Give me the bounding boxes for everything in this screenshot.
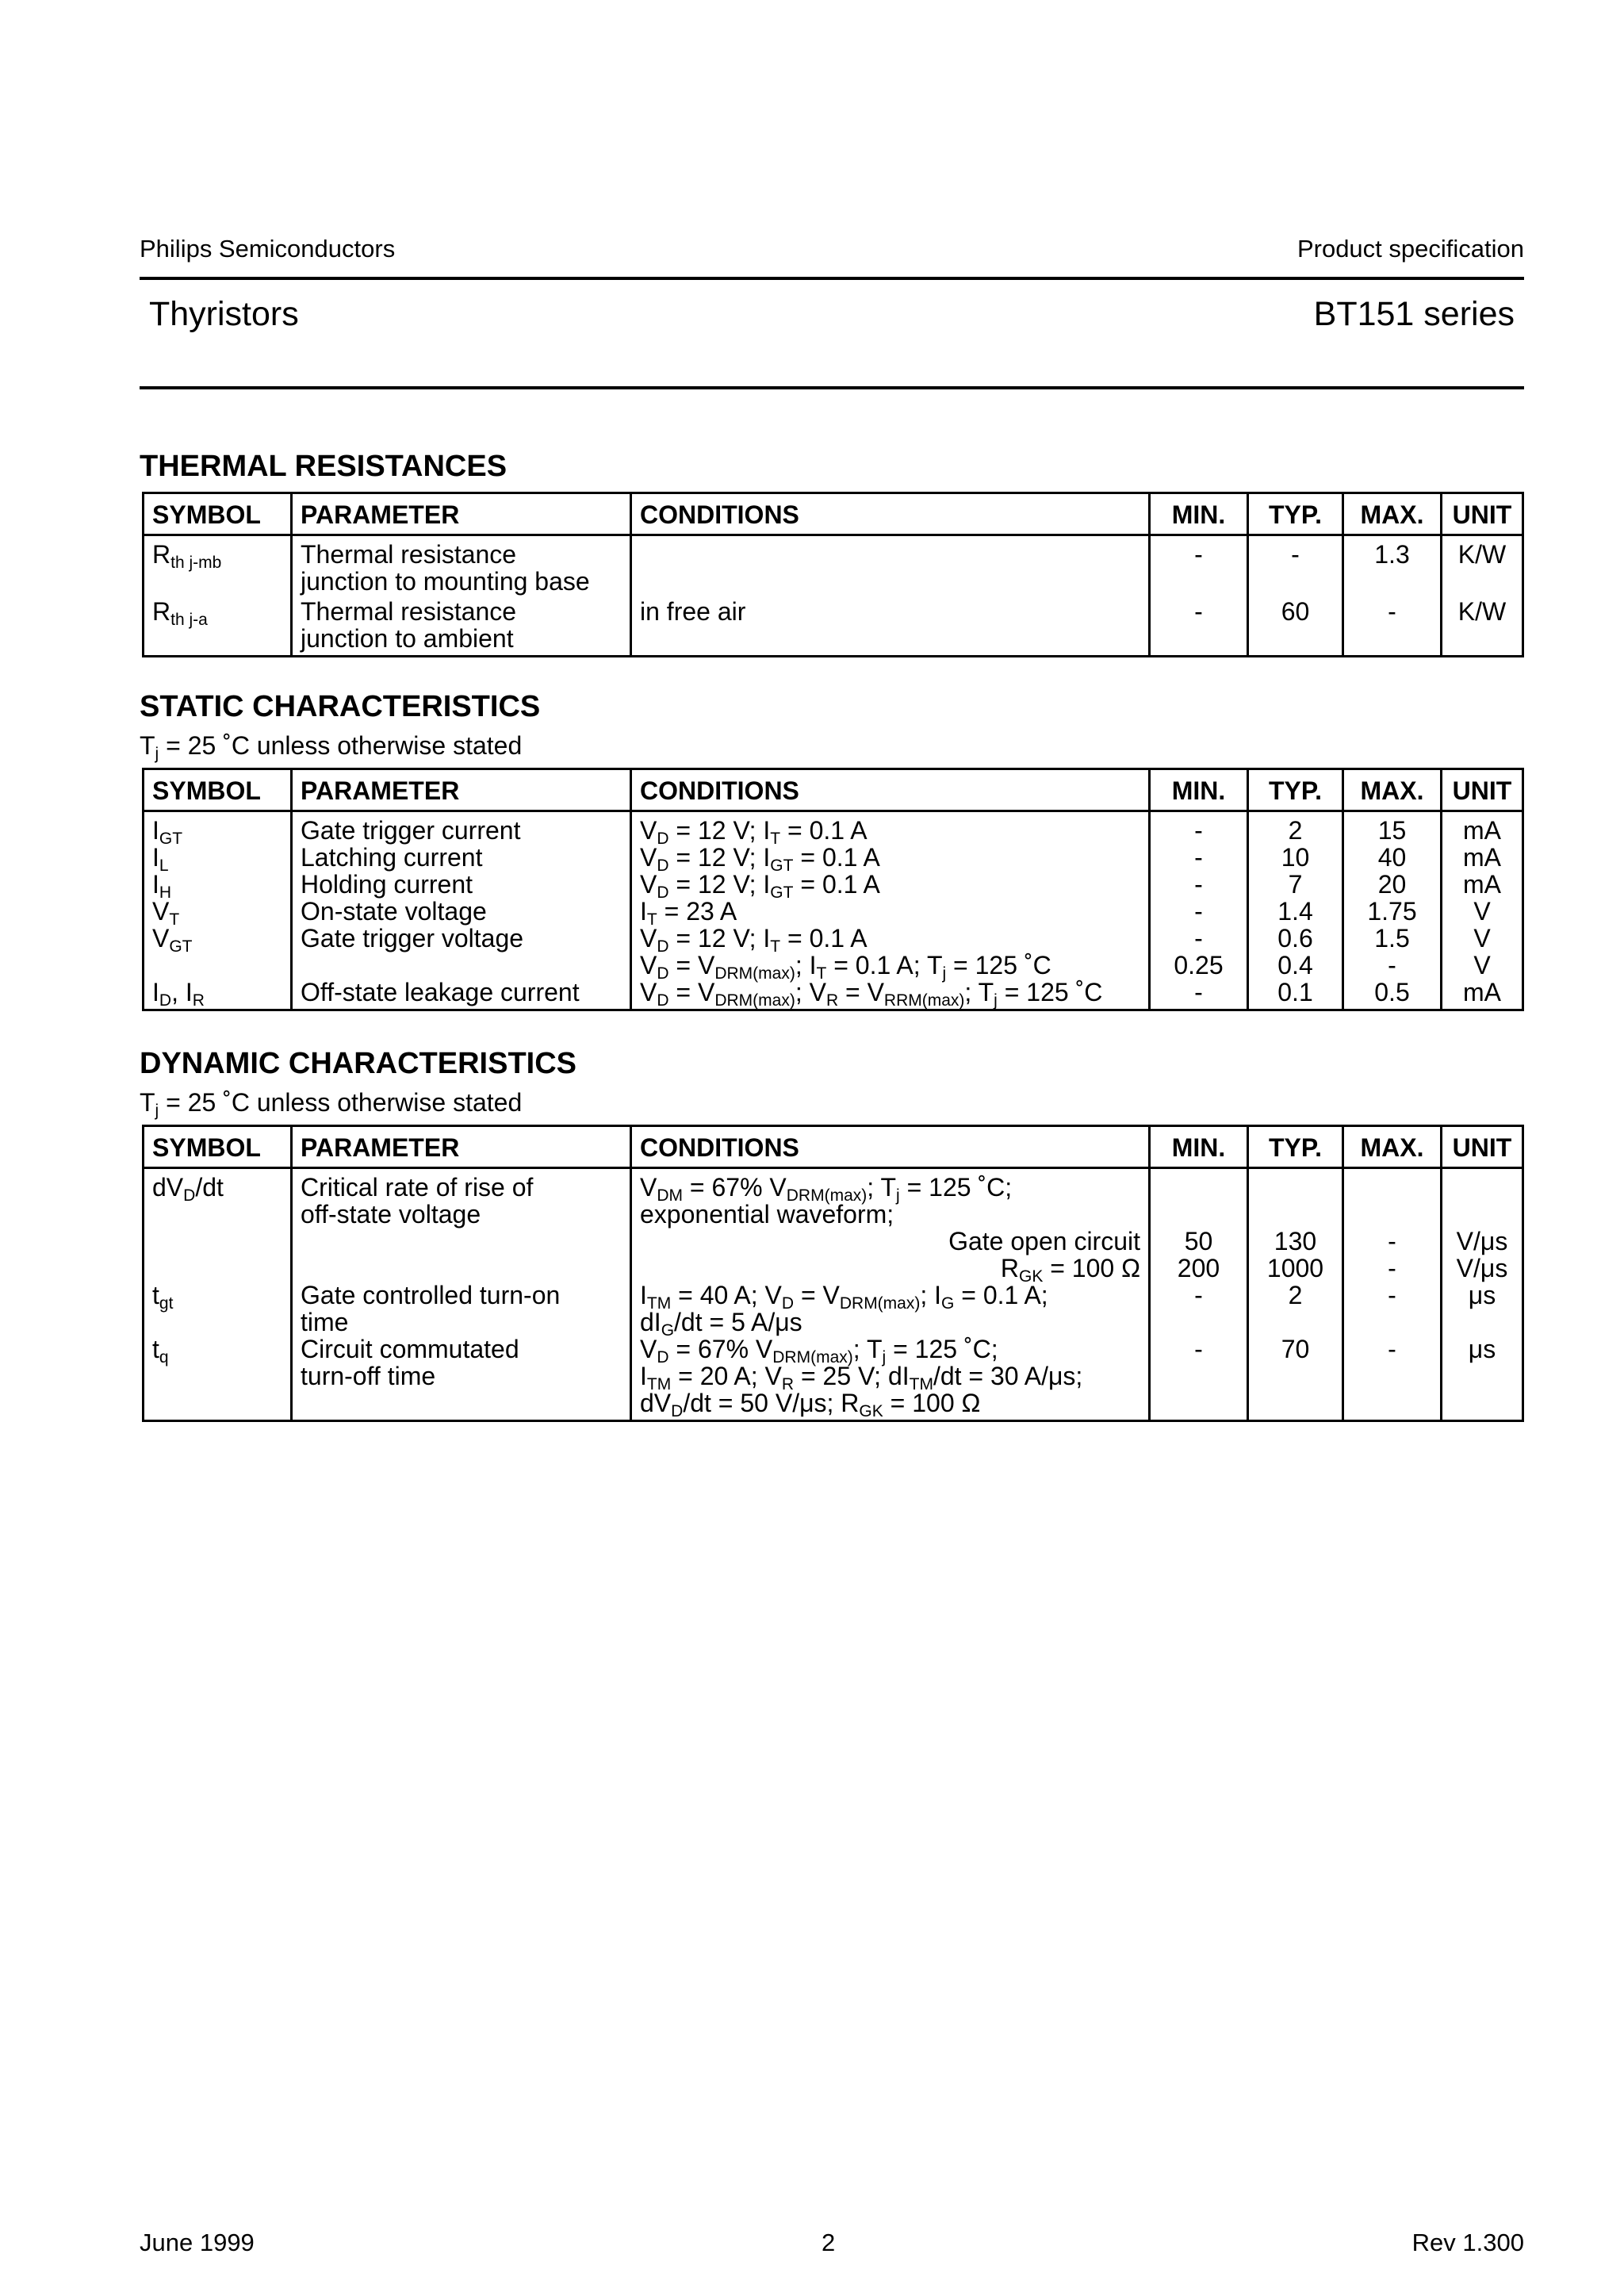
product-family: Thyristors	[149, 295, 299, 333]
col-typ: TYP.	[1248, 1126, 1343, 1168]
max-cell: -	[1343, 598, 1442, 657]
dynamic-section-title: DYNAMIC CHARACTERISTICS	[140, 1047, 576, 1080]
symbol-cell: $R_{th j-a}$	[144, 598, 292, 657]
col-unit: UNIT	[1442, 769, 1523, 811]
col-parameter: PARAMETER	[292, 493, 631, 535]
typ-cell: 130 1000 2 70	[1248, 1168, 1343, 1421]
unit-cell: mA mA mA V V V mA	[1442, 811, 1523, 1010]
min-cell: 50 200 - -	[1150, 1168, 1248, 1421]
table-header-row	[144, 493, 1523, 535]
table-header-row	[144, 769, 1523, 811]
col-unit: UNIT	[1442, 493, 1523, 535]
header-rule-bottom	[140, 386, 1524, 389]
product-series: BT151 series	[1313, 295, 1515, 333]
table-row	[144, 535, 1523, 599]
col-conditions: CONDITIONS	[631, 493, 1150, 535]
col-conditions: CONDITIONS	[631, 1126, 1150, 1168]
conditions-cell	[631, 535, 1150, 599]
parameter-cell: Critical rate of rise of off-state voltage Gate controlled turn-on time Circuit commutated turn-off time	[292, 1168, 631, 1421]
col-parameter: PARAMETER	[292, 1126, 631, 1168]
static-section-subtitle: $T_j = 25$ ˚C unless otherwise stated	[140, 731, 523, 763]
col-max: MAX.	[1343, 769, 1442, 811]
min-cell: -	[1150, 535, 1248, 599]
col-symbol: SYMBOL	[144, 493, 292, 535]
dynamic-table	[142, 1125, 1524, 1422]
max-cell: 15 40 20 1.75 1.5 - 0.5	[1343, 811, 1442, 1010]
typ-cell: -	[1248, 535, 1343, 599]
symbol-cell: $R_{th j-mb}$	[144, 535, 292, 599]
col-typ: TYP.	[1248, 493, 1343, 535]
parameter-cell: Thermal resistance junction to mounting base	[292, 535, 631, 599]
table-row	[144, 811, 1523, 1010]
symbol-cell: $I_{GT}$ $I_L$ $I_H$ $V_T$ $V_{GT}$ $I_D$, $I_R$	[144, 811, 292, 1010]
conditions-cell: in free air	[631, 598, 1150, 657]
conditions-cell: $V_D = 12$ V; $I_T = 0.1$ A $V_D = 12$ V; $I_{GT} = 0.1$ A $V_D = 12$ V; $I_{GT} = 0.1$ A $I_T = 23$ A $V_D = 12$ V; $I_T = 0.1$ A $V_D = V_{DRM(max)}$; $I_T = 0.1$ A; $T_j = 125$ ˚C $V_D = V_{DRM(max)}$; $V_R = V_{RRM(max)}$; $T_j = 125$ ˚C	[631, 811, 1150, 1010]
min-cell: -	[1150, 598, 1248, 657]
col-min: MIN.	[1150, 493, 1248, 535]
col-min: MIN.	[1150, 1126, 1248, 1168]
col-min: MIN.	[1150, 769, 1248, 811]
table-row	[144, 1168, 1523, 1421]
min-cell: - - - - - 0.25 -	[1150, 811, 1248, 1010]
footer-date: June 1999	[140, 2229, 255, 2256]
static-section-title: STATIC CHARACTERISTICS	[140, 690, 541, 723]
col-unit: UNIT	[1442, 1126, 1523, 1168]
unit-cell: K/W	[1442, 535, 1523, 599]
header-rule-top	[140, 277, 1524, 280]
max-cell: - - - -	[1343, 1168, 1442, 1421]
symbol-cell: $dV_D/dt$ $t_{gt}$ $t_q$	[144, 1168, 292, 1421]
page-number: 2	[822, 2229, 836, 2256]
table-header-row	[144, 1126, 1523, 1168]
dynamic-section-subtitle: $T_j = 25$ ˚C unless otherwise stated	[140, 1088, 523, 1120]
unit-cell: K/W	[1442, 598, 1523, 657]
company-name: Philips Semiconductors	[140, 235, 396, 263]
col-symbol: SYMBOL	[144, 769, 292, 811]
typ-cell: 2 10 7 1.4 0.6 0.4 0.1	[1248, 811, 1343, 1010]
conditions-cell: $V_{DM} = 67\%$ $V_{DRM(max)}$; $T_j = 125$ ˚C; exponential waveform; Gate open circuit $R_{GK} = 100$ Ω $I_{TM} = 40$ A; $V_D = V_{DRM(max)}$; $I_G = 0.1$ A; $dI_G/dt = 5$ A/μs $V_D = 67\%$ $V_{DRM(max)}$; $T_j = 125$ ˚C; $I_{TM} = 20$ A; $V_R = 25$ V; $dI_{TM}/dt = 30$ A/μs; $dV_D/dt = 50$ V/μs; $R_{GK} = 100$ Ω	[631, 1168, 1150, 1421]
col-parameter: PARAMETER	[292, 769, 631, 811]
col-symbol: SYMBOL	[144, 1126, 292, 1168]
parameter-cell: Gate trigger current Latching current Holding current On-state voltage Gate trigger voltage Off-state leakage current	[292, 811, 631, 1010]
col-max: MAX.	[1343, 1126, 1442, 1168]
typ-cell: 60	[1248, 598, 1343, 657]
document-type: Product specification	[1297, 235, 1524, 263]
thermal-table	[142, 492, 1524, 657]
table-row	[144, 598, 1523, 657]
col-conditions: CONDITIONS	[631, 769, 1150, 811]
col-typ: TYP.	[1248, 769, 1343, 811]
static-table	[142, 768, 1524, 1011]
unit-cell: V/μs V/μs μs μs	[1442, 1168, 1523, 1421]
max-cell: 1.3	[1343, 535, 1442, 599]
parameter-cell: Thermal resistance junction to ambient	[292, 598, 631, 657]
thermal-section-title: THERMAL RESISTANCES	[140, 450, 508, 483]
col-max: MAX.	[1343, 493, 1442, 535]
footer-revision: Rev 1.300	[1411, 2229, 1524, 2256]
